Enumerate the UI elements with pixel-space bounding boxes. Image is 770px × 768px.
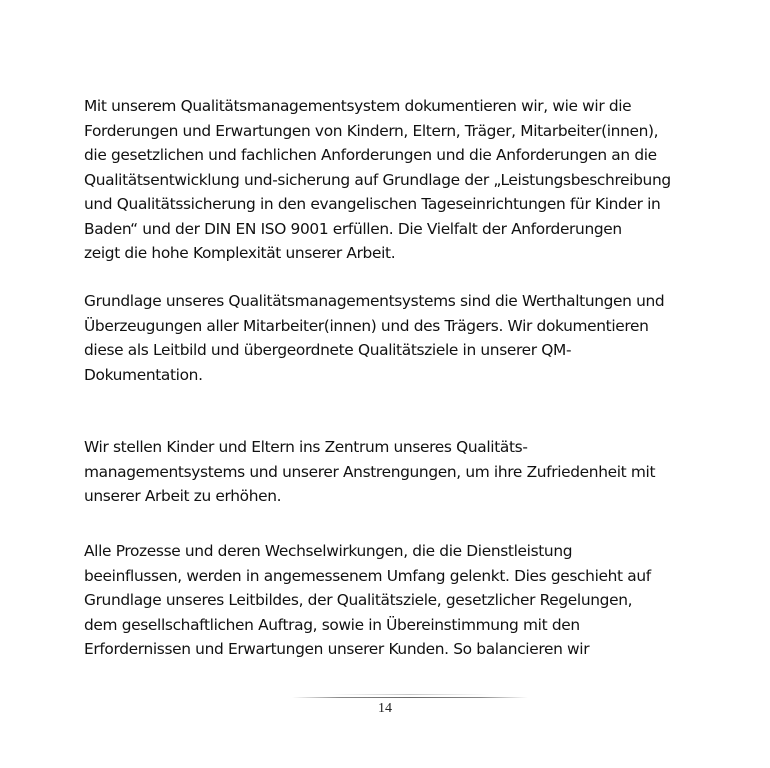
page-number: 14 (378, 701, 392, 716)
footer-divider (292, 697, 528, 698)
paragraph-qm-documentation (84, 94, 744, 266)
footer-divider-light (330, 694, 490, 695)
text-line: Baden“ und der DIN EN ISO 9001 erfüllen. Die Vielfalt der Anforderungen (84, 219, 622, 238)
text-line: Qualitätsentwicklung und-sicherung auf Grundlage der „Leistungsbeschreibung (84, 170, 671, 189)
text-line: Überzeugungen aller Mitarbeiter(innen) und des Trägers. Wir dokumentieren (84, 316, 649, 335)
paragraph-children-parents-focus (84, 435, 744, 509)
text-line: diese als Leitbild und übergeordnete Qualitätsziele in unserer QM- (84, 341, 572, 359)
text-line: Wir stellen Kinder und Eltern ins Zentrum unseres Qualitäts- (84, 438, 528, 456)
text-line: Erfordernissen und Erwartungen unserer Kunden. So balancieren wir (84, 640, 590, 658)
text-line: und Qualitätssicherung in den evangelischen Tageseinrichtungen für Kinder in (84, 195, 661, 213)
text-line: Dokumentation. (84, 365, 203, 384)
text-line: Grundlage unseres Qualitätsmanagementsystems sind die Werthaltungen und (84, 292, 665, 310)
paragraph-values-basis (84, 289, 744, 387)
paragraph-processes (84, 539, 744, 662)
text-line: Forderungen und Erwartungen von Kindern, Eltern, Träger, Mitarbeiter(innen), (84, 121, 659, 140)
text-line: zeigt die hohe Komplexität unserer Arbeit. (84, 244, 396, 262)
text-line: Alle Prozesse und deren Wechselwirkungen, die die Dienstleistung (84, 542, 573, 560)
text-line: Mit unserem Qualitätsmanagementsystem dokumentieren wir, wie wir die (84, 97, 632, 115)
text-line: managementsystems und unserer Anstrengungen, um ihre Zufriedenheit mit (84, 462, 656, 481)
text-line: unserer Arbeit zu erhöhen. (84, 487, 282, 505)
text-line: beeinflussen, werden in angemessenem Umfang gelenkt. Dies geschieht auf (84, 566, 651, 585)
text-line: Grundlage unseres Leitbildes, der Qualitätsziele, gesetzlicher Regelungen, (84, 591, 633, 609)
text-line: dem gesellschaftlichen Auftrag, sowie in Übereinstimmung mit den (84, 615, 580, 634)
text-line: die gesetzlichen und fachlichen Anforderungen und die Anforderungen an die (84, 146, 657, 164)
